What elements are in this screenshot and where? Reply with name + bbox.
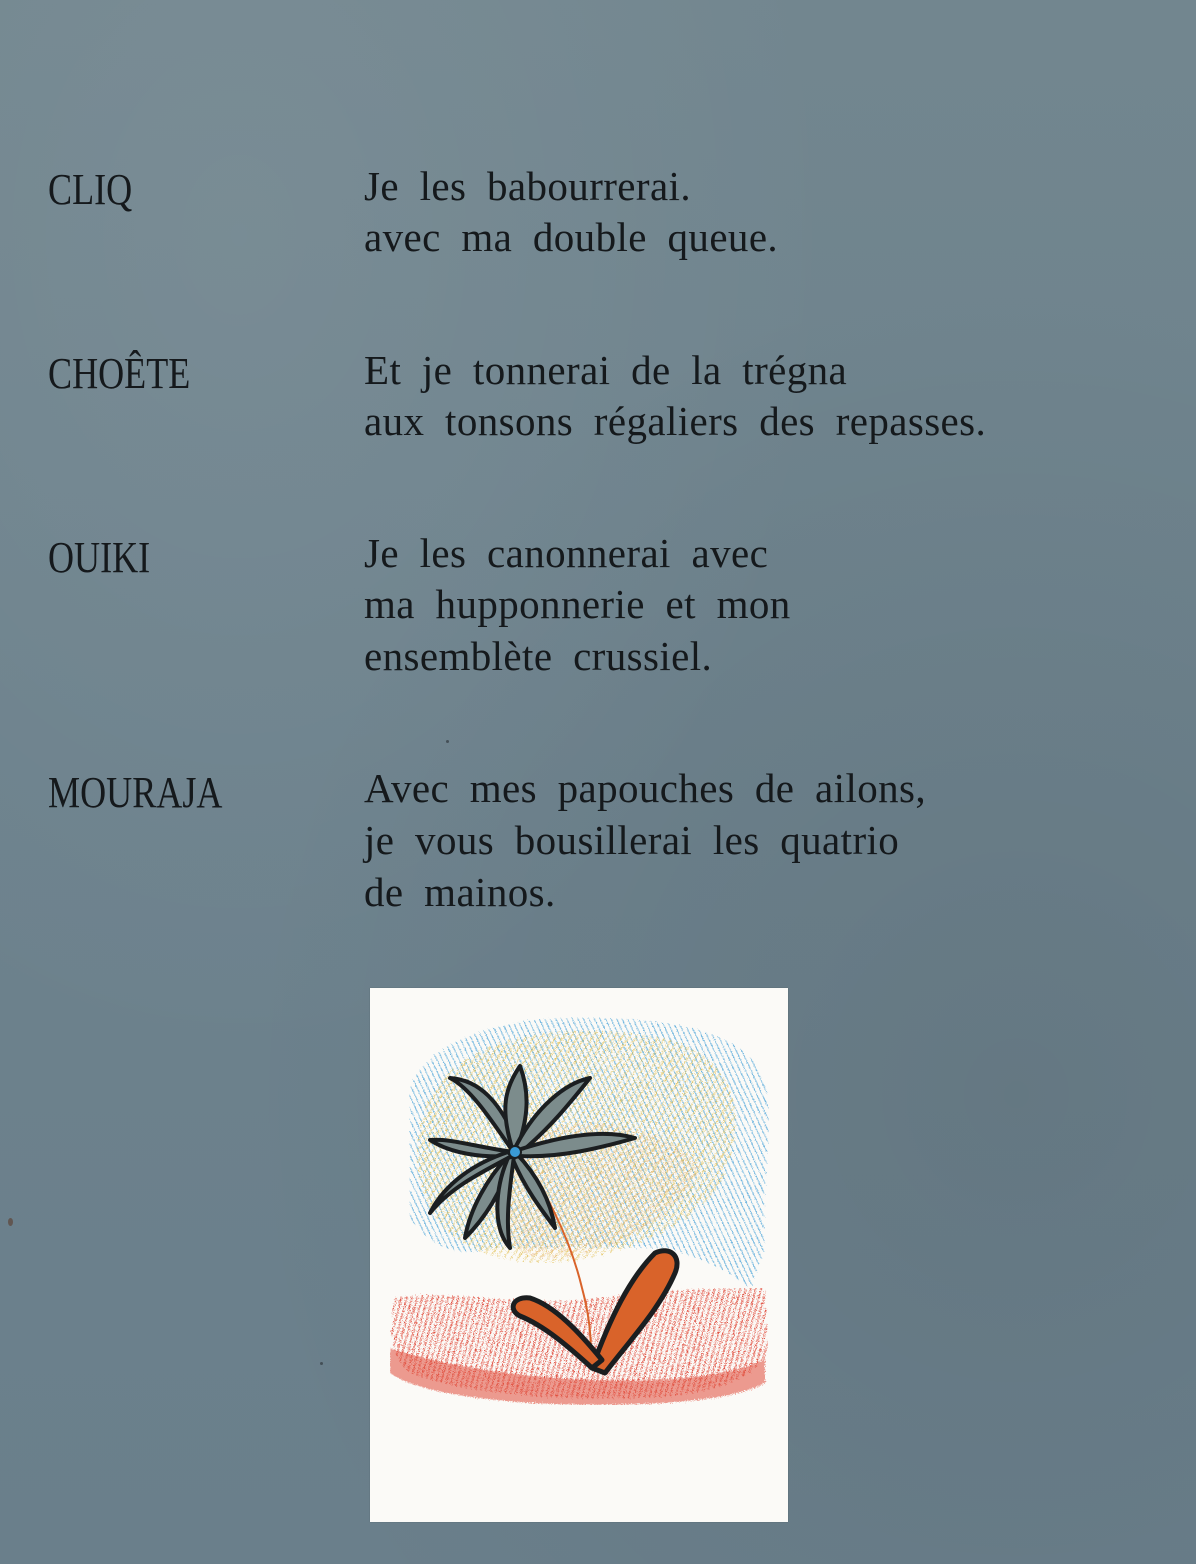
dialogue-line: Et je tonnerai de la trégna [364, 347, 848, 393]
speaker-choete: CHOÊTE [48, 349, 191, 398]
dialogue-line: je vous bousillerai les quatrio [364, 817, 900, 863]
palm-crown-dot [509, 1146, 521, 1158]
dialogue-line: ensemblète crussiel. [364, 633, 713, 679]
dialogue-line: aux tonsons régaliers des repasses. [364, 398, 987, 444]
palm-tree-illustration [370, 988, 788, 1522]
dialogue-line: de mainos. [364, 869, 556, 915]
paper-speck [446, 740, 449, 743]
speaker-ouiki: OUIKI [48, 533, 151, 582]
dialogue-line: avec ma double queue. [364, 214, 779, 260]
paper-speck [320, 1362, 323, 1365]
speaker-cliq: CLIQ [48, 165, 133, 214]
palm-tree-crayon-drawing-icon [370, 988, 788, 1522]
dialogue-line: Je les babourrerai. [364, 163, 691, 209]
paper-speck [8, 1218, 13, 1226]
dialogue-line: Je les canonnerai avec [364, 530, 769, 576]
speaker-mouraja: MOURAJA [48, 768, 223, 817]
dialogue-line: Avec mes papouches de ailons, [364, 765, 927, 811]
dialogue-line: ma hupponnerie et mon [364, 581, 791, 627]
